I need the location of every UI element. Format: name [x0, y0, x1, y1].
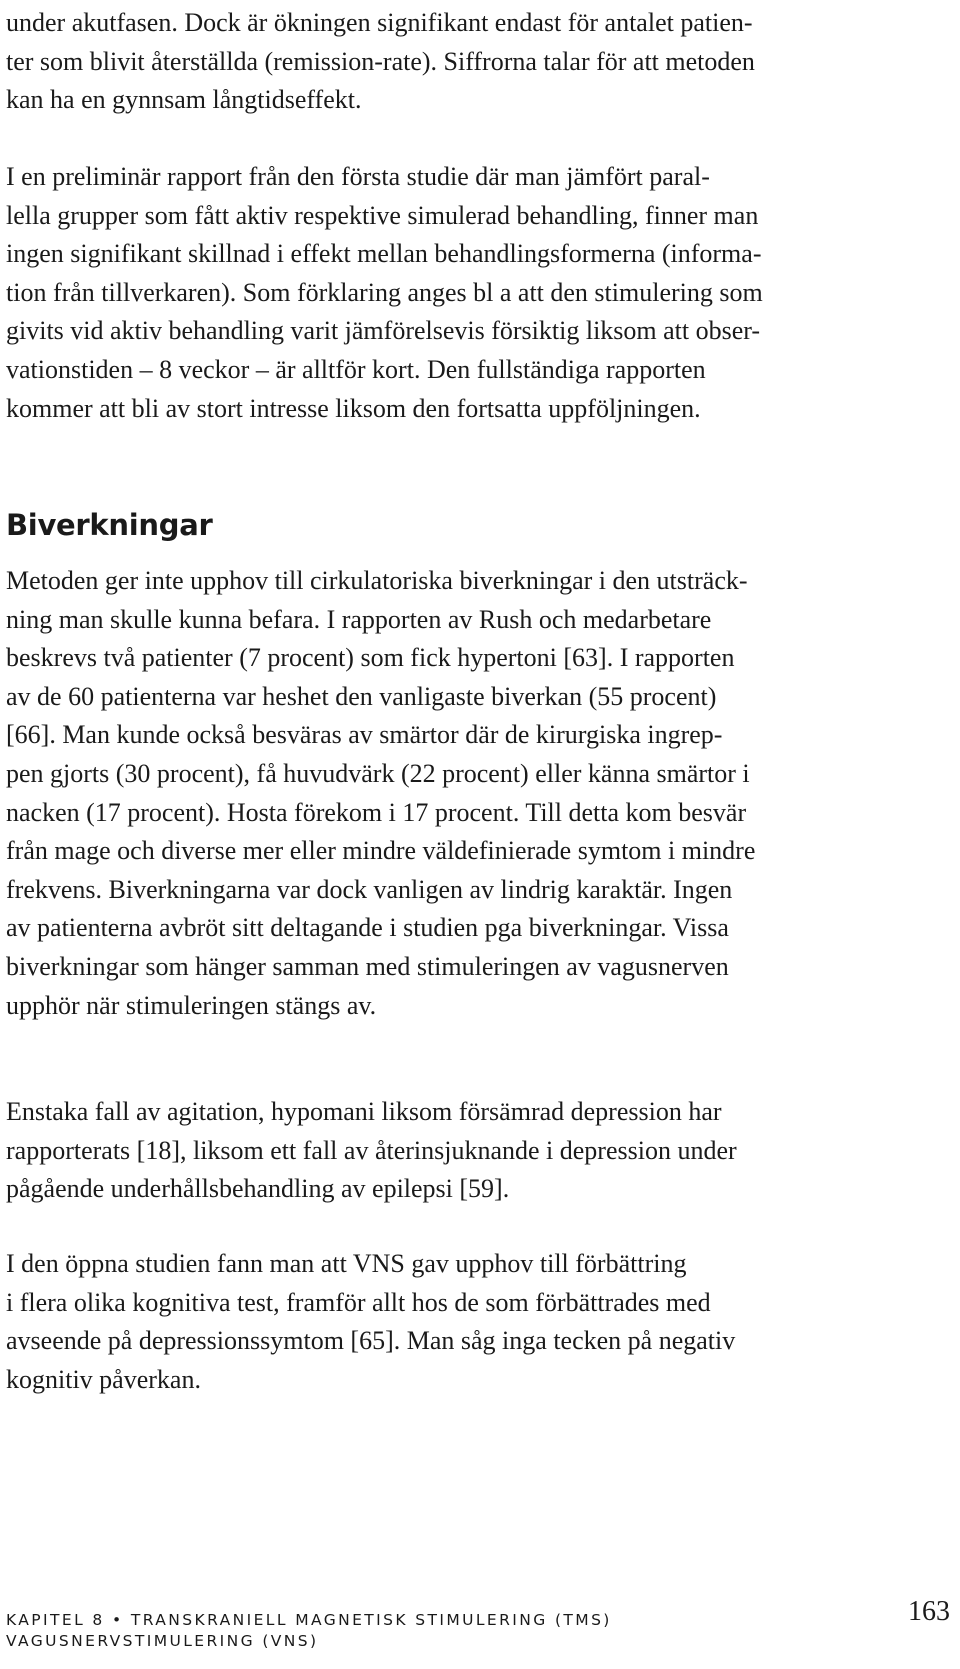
- text-line: avseende på depressionssymtom [65]. Man såg inga tecken på negativ: [6, 1326, 736, 1356]
- footer-subtitle-line: VAGUSNERVSTIMULERING (VNS): [6, 1632, 319, 1650]
- running-footer: [6, 1610, 612, 1652]
- paragraph-intro: [6, 4, 755, 120]
- text-line: av de 60 patienterna var heshet den vanligaste biverkan (55 procent): [6, 681, 717, 711]
- text-line: Metoden ger inte upphov till cirkulatoriska biverkningar i den utsträck-: [6, 566, 748, 595]
- text-line: I en preliminär rapport från den första studie där man jämfört paral-: [6, 162, 710, 191]
- text-line: pågående underhållsbehandling av epilepsi [59].: [6, 1174, 510, 1204]
- text-line: i flera olika kognitiva test, framför allt hos de som förbättrades med: [6, 1287, 711, 1317]
- text-line: från mage och diverse mer eller mindre väldefinierade symtom i mindre: [6, 836, 756, 866]
- text-line: vationstiden – 8 veckor – är alltför kort. Den fullständiga rapporten: [6, 354, 706, 384]
- text-line: frekvens. Biverkningarna var dock vanligen av lindrig karaktär. Ingen: [6, 874, 733, 904]
- text-line: ingen signifikant skillnad i effekt mellan behandlingsformerna (informa-: [6, 239, 762, 269]
- text-line: beskrevs två patienter (7 procent) som fick hypertoni [63]. I rapporten: [6, 643, 735, 673]
- text-line: [66]. Man kunde också besväras av smärtor där de kirurgiska ingrep-: [6, 720, 723, 750]
- text-line: kommer att bli av stort intresse liksom den fortsatta uppföljningen.: [6, 393, 701, 423]
- page-number: 163: [908, 1596, 950, 1627]
- paragraph-agitation: [6, 1093, 737, 1209]
- text-line: lella grupper som fått aktiv respektive simulerad behandling, finner man: [6, 200, 759, 230]
- document-page: [6, 0, 950, 1669]
- text-line: kan ha en gynnsam långtidseffekt.: [6, 85, 362, 115]
- section-heading: Biverkningar: [6, 508, 213, 542]
- text-line: Enstaka fall av agitation, hypomani liksom försämrad depression har: [6, 1097, 722, 1126]
- text-line: pen gjorts (30 procent), få huvudvärk (22 procent) eller känna smärtor i: [6, 758, 750, 788]
- text-line: kognitiv påverkan.: [6, 1364, 201, 1394]
- text-line: tion från tillverkaren). Som förklaring anges bl a att den stimulering som: [6, 277, 763, 307]
- text-line: upphör när stimuleringen stängs av.: [6, 990, 377, 1020]
- text-line: ter som blivit återställda (remission-rate). Siffrorna talar för att metoden: [6, 46, 755, 76]
- text-line: av patienterna avbröt sitt deltagande i studien pga biverkningar. Vissa: [6, 913, 729, 943]
- text-line: biverkningar som hänger samman med stimuleringen av vagusnerven: [6, 951, 729, 981]
- text-line: givits vid aktiv behandling varit jämförelsevis försiktig liksom att obser-: [6, 316, 761, 346]
- text-line: under akutfasen. Dock är ökningen signifikant endast för antalet patien-: [6, 8, 753, 37]
- paragraph-side-effects: [6, 562, 755, 1025]
- footer-chapter-line: KAPITEL 8 • TRANSKRANIELL MAGNETISK STIMULERING (TMS): [6, 1611, 612, 1629]
- text-line: nacken (17 procent). Hosta förekom i 17 procent. Till detta kom besvär: [6, 797, 747, 827]
- paragraph-preliminary-report: [6, 158, 763, 428]
- text-line: rapporterats [18], liksom ett fall av återinsjuknande i depression under: [6, 1135, 737, 1165]
- text-line: I den öppna studien fann man att VNS gav upphov till förbättring: [6, 1249, 687, 1278]
- paragraph-cognitive: [6, 1245, 735, 1399]
- text-line: ning man skulle kunna befara. I rapporten av Rush och medarbetare: [6, 604, 712, 634]
